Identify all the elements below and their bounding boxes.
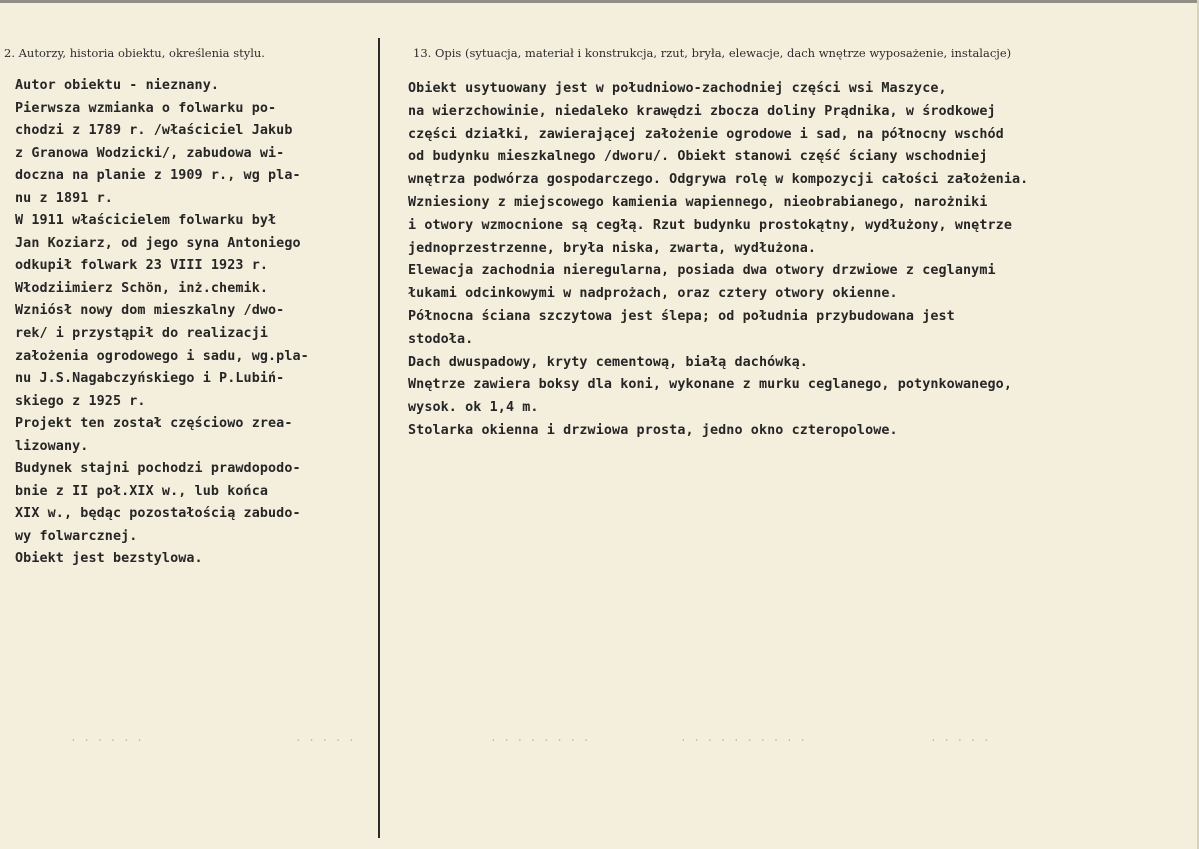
reverse-side-show-through: · · · · · ·: [70, 734, 143, 747]
description-text-line: jednoprzestrzenne, bryła niska, zwarta, wydłużona.: [408, 240, 817, 256]
description-text-line: wnętrza podwórza gospodarczego. Odgrywa rolę w kompozycji całości założenia.: [408, 172, 1029, 188]
description-text-line: Obiekt usytuowany jest w południowo-zachodniej części wsi Maszyce,: [408, 81, 947, 96]
description-text-line: Wnętrze zawiera boksy dla koni, wykonane z murku ceglanego, potynkowanego,: [408, 377, 1012, 393]
reverse-side-show-through: · · · · ·: [295, 734, 355, 747]
column-divider: [378, 38, 380, 838]
description-text-line: stodoła.: [408, 331, 474, 347]
section-2-header: 2. Autorzy, historia obiektu, określenia stylu.: [4, 46, 265, 60]
history-text-line: nu J.S.Nagabczyńskiego i P.Lubiń-: [15, 371, 285, 387]
history-text-line: Projekt ten został częściowo zrea-: [15, 416, 293, 432]
description-text-line: od budynku mieszkalnego /dworu/. Obiekt stanowi część ściany wschodniej: [408, 149, 988, 165]
history-text-line: rek/ i przystąpił do realizacji: [15, 326, 269, 342]
description-text-line: wysok. ok 1,4 m.: [408, 400, 539, 416]
history-text-line: bnie z II poł.XIX w., lub końca: [15, 483, 269, 499]
reverse-side-show-through: · · · · · · · · · ·: [680, 734, 806, 747]
reverse-side-show-through: · · · · ·: [930, 734, 990, 747]
scan-top-edge: [0, 0, 1199, 3]
history-text-line: z Granowa Wodzicki/, zabudowa wi-: [15, 145, 285, 161]
description-text-line: łukami odcinkowymi w nadprożach, oraz cztery otwory okienne.: [408, 286, 898, 302]
description-text-line: Elewacja zachodnia nieregularna, posiada dwa otwory drzwiowe z ceglanymi: [408, 263, 996, 279]
history-text-line: Autor obiektu - nieznany.: [15, 78, 220, 93]
history-text-line: założenia ogrodowego i sadu, wg.pla-: [15, 348, 309, 364]
description-text-line: Północna ściana szczytowa jest ślepa; od południa przybudowana jest: [408, 308, 955, 324]
history-text-line: doczna na planie z 1909 r., wg pla-: [15, 168, 301, 184]
history-text-line: Włodziimierz Schön, inż.chemik.: [15, 280, 269, 296]
history-text-line: chodzi z 1789 r. /właściciel Jakub: [15, 123, 293, 139]
history-text-line: nu z 1891 r.: [15, 190, 113, 206]
description-text-line: Stolarka okienna i drzwiowa prosta, jedno okno czteropolowe.: [408, 422, 898, 438]
history-text-line: W 1911 właścicielem folwarku był: [15, 213, 277, 229]
history-text-line: odkupił folwark 23 VIII 1923 r.: [15, 258, 269, 274]
section-13-header: 13. Opis (sytuacja, materiał i konstrukcja, rzut, bryła, elewacje, dach wnętrze wyposażenie, instalacje): [413, 46, 1012, 60]
reverse-side-show-through: · · · · · · · ·: [490, 734, 590, 747]
description-text-line: Wzniesiony z miejscowego kamienia wapiennego, nieobrabianego, narożniki: [408, 194, 988, 210]
history-typed-text: [15, 75, 375, 571]
history-text-line: wy folwarcznej.: [15, 528, 138, 544]
history-text-line: Pierwsza wzmianka o folwarku po-: [15, 100, 277, 116]
history-text-line: XIX w., będąc pozostałością zabudo-: [15, 506, 301, 522]
description-text-line: na wierzchowinie, niedaleko krawędzi zbocza doliny Prądnika, w środkowej: [408, 103, 996, 119]
history-text-line: Wzniósł nowy dom mieszkalny /dwo-: [15, 303, 285, 319]
history-text-line: Budynek stajni pochodzi prawdopodo-: [15, 461, 301, 477]
description-text-line: części działki, zawierającej założenie ogrodowe i sad, na północny wschód: [408, 126, 1004, 142]
description-text-line: i otwory wzmocnione są cegłą. Rzut budynku prostokątny, wydłużony, wnętrze: [408, 217, 1012, 233]
history-text-line: lizowany.: [15, 438, 89, 454]
history-text-line: skiego z 1925 r.: [15, 393, 146, 409]
history-text-line: Obiekt jest bezstylowa.: [15, 551, 203, 567]
history-text-line: Jan Koziarz, od jego syna Antoniego: [15, 235, 301, 251]
description-typed-text: [408, 78, 1188, 443]
description-text-line: Dach dwuspadowy, kryty cementową, białą dachówką.: [408, 354, 808, 370]
